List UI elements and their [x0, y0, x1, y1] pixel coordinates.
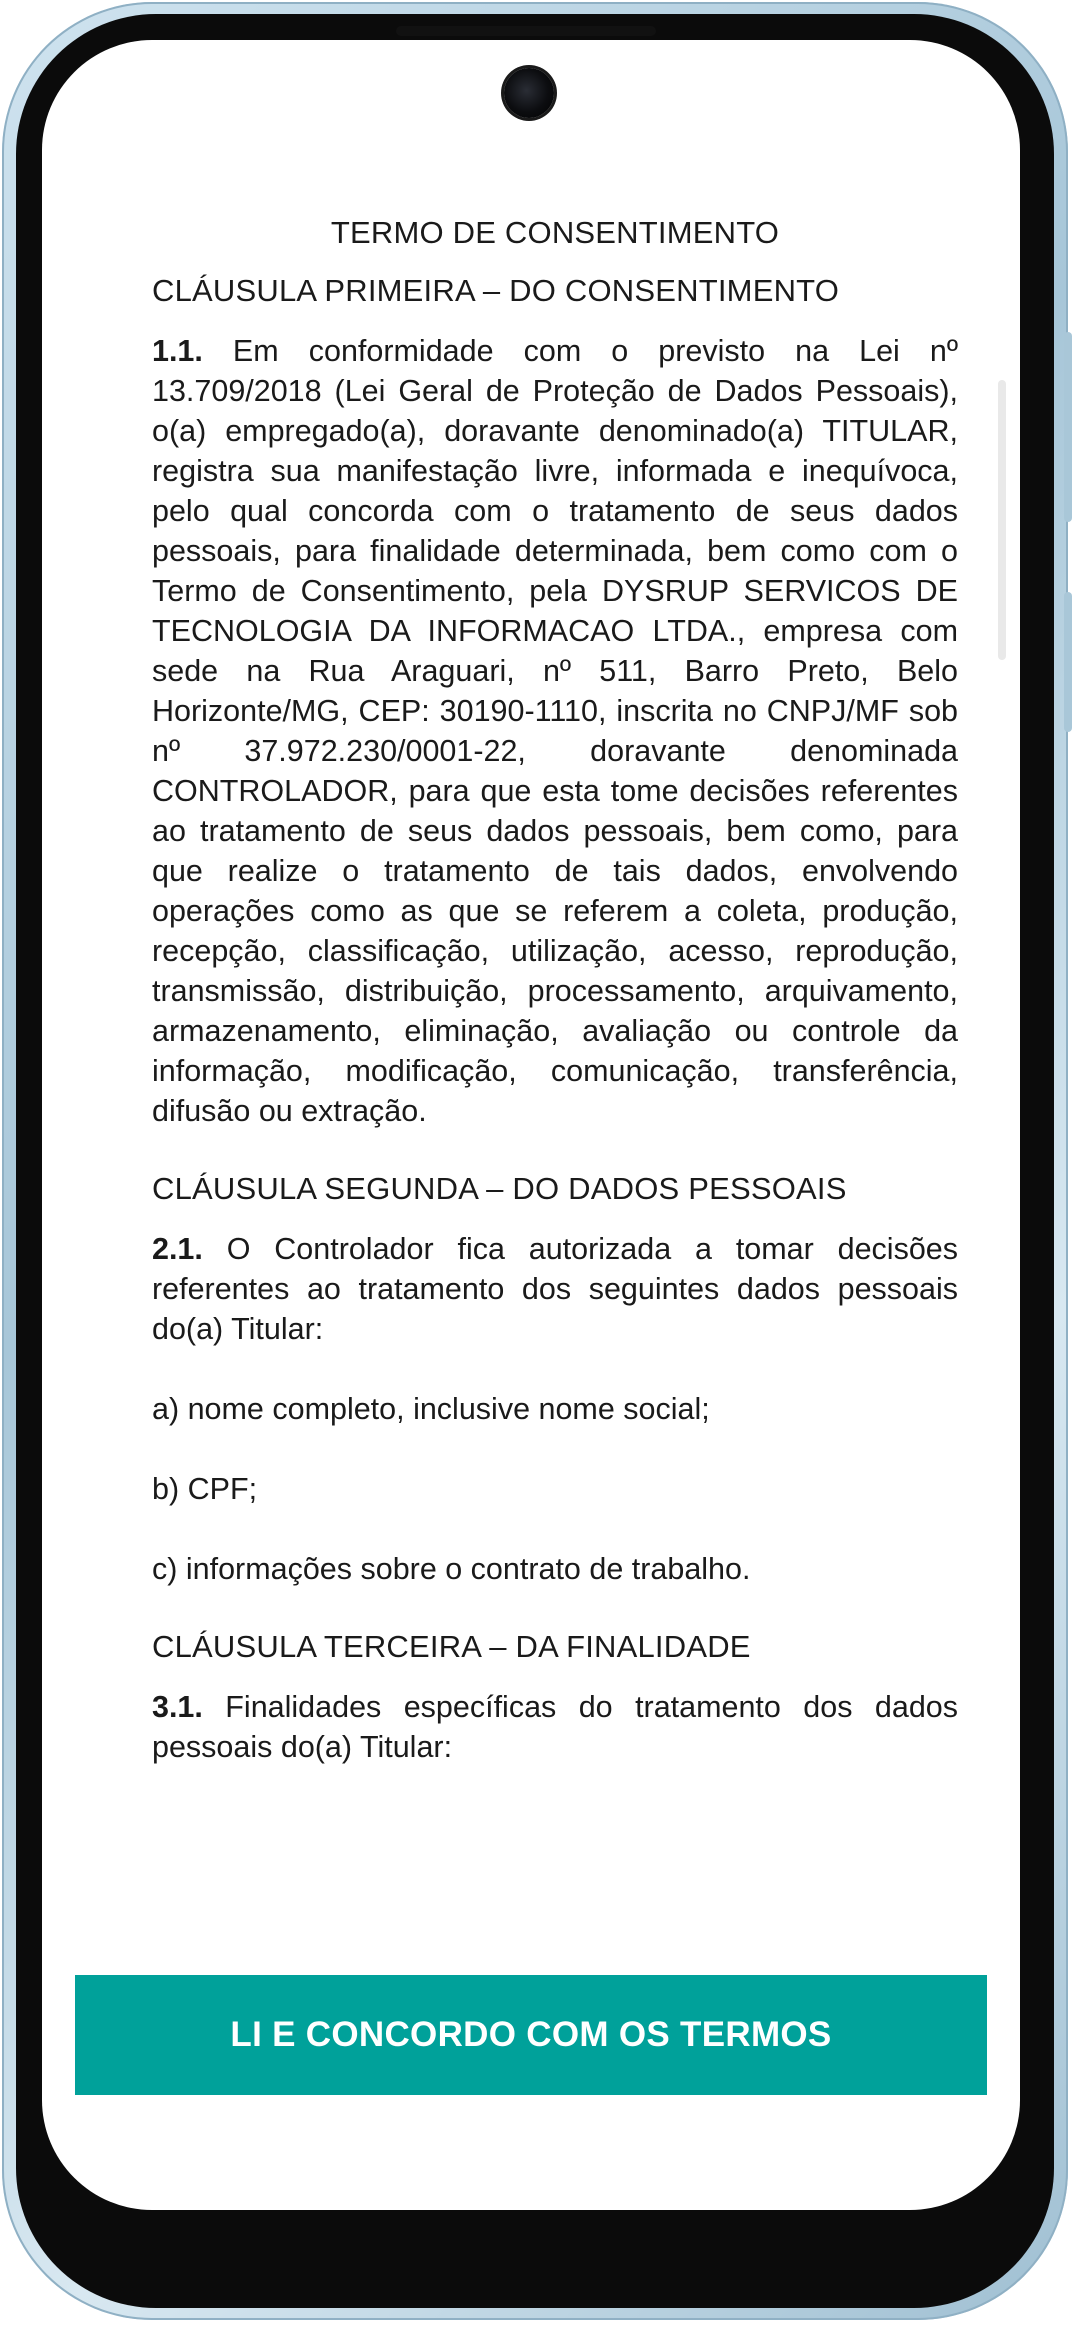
- clause-2-number: 2.1.: [152, 1232, 203, 1266]
- list-item: c) informações sobre o contrato de trabalho.: [152, 1552, 751, 1586]
- content-fade: [42, 1920, 1020, 1975]
- scrollbar[interactable]: [998, 380, 1006, 660]
- clause-3-text: Finalidades específicas do tratamento dos dados pessoais do(a) Titular:: [152, 1690, 958, 1764]
- clause-3-heading: CLÁUSULA TERCEIRA – DA FINALIDADE: [152, 1629, 751, 1664]
- clause-3-paragraph: [152, 1687, 958, 1767]
- clause-2-heading: CLÁUSULA SEGUNDA – DO DADOS PESSOAIS: [152, 1171, 847, 1206]
- page-title: TERMO DE CONSENTIMENTO: [330, 215, 780, 250]
- list-item: b) CPF;: [152, 1472, 258, 1506]
- clause-2-text: O Controlador fica autorizada a tomar decisões referentes ao tratamento dos seguintes dados pessoais do(a) Titular:: [152, 1232, 958, 1346]
- speaker-grille: [396, 26, 656, 36]
- list-item: a) nome completo, inclusive nome social;: [152, 1392, 710, 1426]
- clause-3-number: 3.1.: [152, 1690, 203, 1724]
- clause-1-number: 1.1.: [152, 334, 203, 368]
- clause-1-heading: CLÁUSULA PRIMEIRA – DO CONSENTIMENTO: [152, 273, 840, 308]
- agree-button[interactable]: LI E CONCORDO COM OS TERMOS: [75, 1975, 987, 2095]
- clause-1-paragraph: [152, 331, 958, 1131]
- camera-icon: [504, 68, 554, 118]
- volume-button: [1064, 332, 1072, 522]
- consent-document[interactable]: [152, 215, 958, 1807]
- clause-2-paragraph: [152, 1229, 958, 1349]
- power-button: [1064, 592, 1072, 732]
- clause-1-text: Em conformidade com o previsto na Lei nº 13.709/2018 (Lei Geral de Proteção de Dados Pessoais), o(a) empregado(a), doravante denominado(a) TITULAR, registra sua manifestação livre, informada e inequívoca, pelo qual concorda com o tratamento de seus dados pessoais, para finalidade determinada, bem como com o Termo de Consentimento, pela DYSRUP SERVICOS DE TECNOLOGIA DA INFORMACAO LTDA., empresa com sede na Rua Araguari, nº 511, Barro Preto, Belo Horizonte/MG, CEP: 30190-1110, inscrita no CNPJ/MF sob nº 37.972.230/0001-22, doravante denominada CONTROLADOR, para que esta tome decisões referentes ao tratamento de seus dados pessoais, bem como, para que realize o tratamento de tais dados, envolvendo operações como as que se referem a coleta, produção, recepção, classificação, utilização, acesso, reprodução, transmissão, distribuição, processamento, arquivamento, armazenamento, eliminação, avaliação ou controle da informação, modificação, comunicação, transferência, difusão ou extração.: [152, 334, 958, 1128]
- screen: [42, 40, 1020, 2210]
